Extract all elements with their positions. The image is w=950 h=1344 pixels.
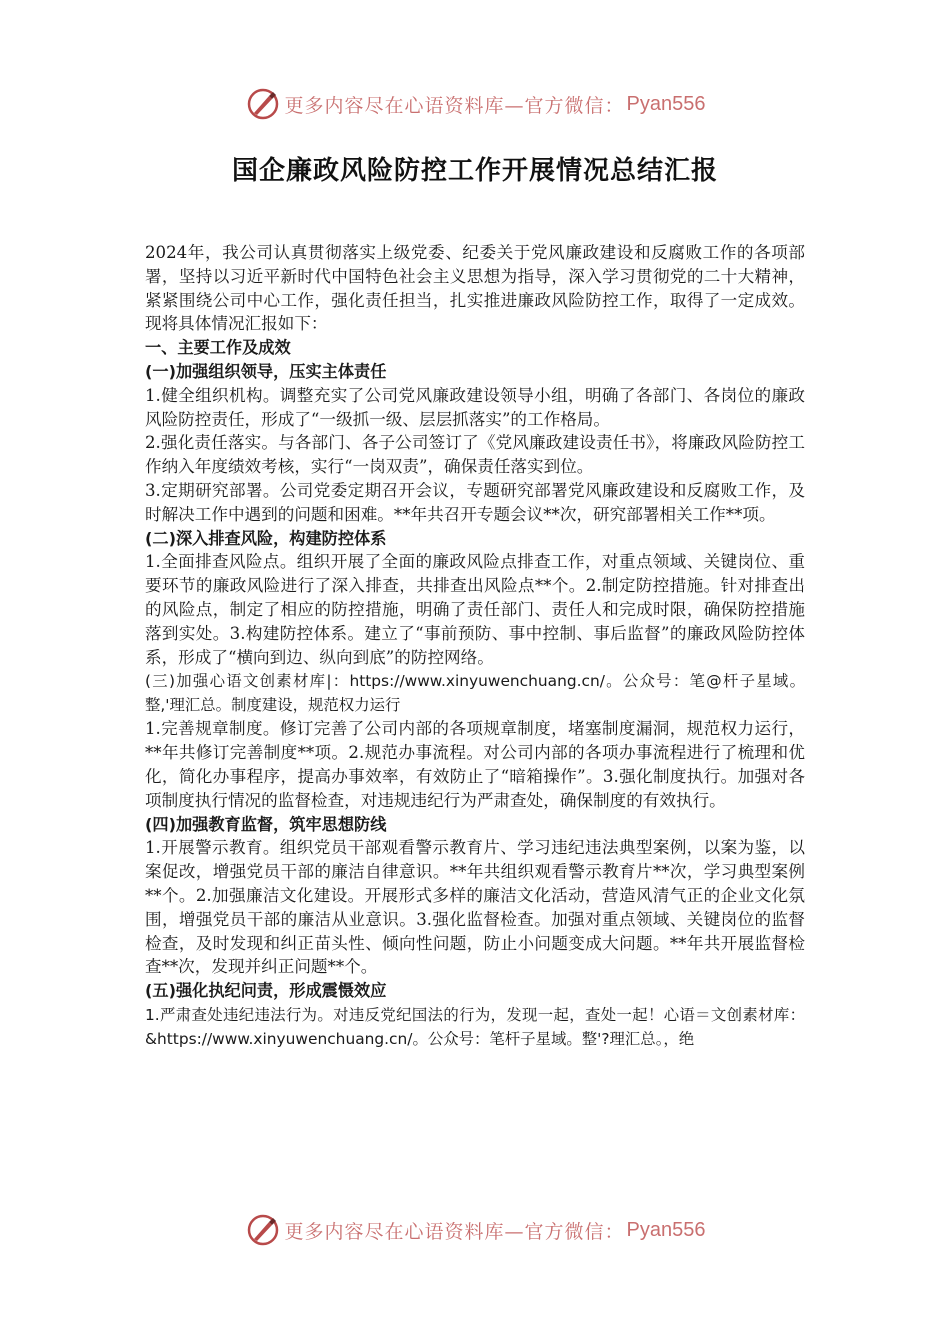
paragraph: 1.健全组织机构。调整充实了公司党风廉政建设领导小组，明确了各部门、各岗位的廉政风险防控责任，形成了“一级抓一级、层层抓落实”的工作格局。 (145, 385, 805, 429)
page-title: 国企廉政风险防控工作开展情况总结汇报 (231, 156, 718, 186)
section-heading: (五)强化执纪问责，形成震慑效应 (145, 981, 387, 1001)
paragraph: 1.开展警示教育。组织党员干部观看警示教育片、学习违纪违法典型案例，以案为鉴，以案促改，增强党员干部的廉洁自律意识。**年共组织观看警示教育片**次，学习典型案例**个。2.加强廉洁文化建设。开展形式多样的廉洁文化活动，营造风清气正的企业文化氛围，增强党员干部的廉洁从业意识。3.强化监督检查。加强对重点领域、关键岗位的监督检查，及时发现和纠正苗头性、倾向性问题，防止小问题变成大问题。**年共开展监督检查**次，发现并纠正问题**个。 (145, 838, 805, 977)
paragraph: 1.全面排查风险点。组织开展了全面的廉政风险点排查工作，对重点领域、关键岗位、重要环节的廉政风险进行了深入排查，共排查出风险点**个。2.制定防控措施。针对排查出的风险点，制定了相应的防控措施，明确了责任部门、责任人和完成时限，确保防控措施落到实处。3.构建防控体系。建立了“事前预防、事中控制、事后监督”的廉政风险防控体系，形成了“横向到边、纵向到底”的防控网络。 (145, 552, 805, 667)
section-heading: (二)深入排查风险，构建防控体系 (145, 528, 387, 548)
paragraph: 2024年，我公司认真贯彻落实上级党委、纪委关于党风廉政建设和反腐败工作的各项部署，坚持以习近平新时代中国特色社会主义思想为指导，深入学习贯彻党的二十大精神，紧紧围绕公司中心工作，强化责任担当，扎实推进廉政风险防控工作，取得了一定成效。现将具体情况汇报如下： (145, 243, 805, 334)
section-heading: (四)加强教育监督，筑牢思想防线 (145, 814, 387, 834)
paragraph: 3.定期研究部署。公司党委定期召开会议，专题研究部署党风廉政建设和反腐败工作，及时解决工作中遇到的问题和困难。**年共召开专题会议**次，研究部署相关工作**项。 (145, 480, 805, 524)
document-body (145, 241, 805, 1051)
banner-wechat-id: Pyan556 (626, 92, 706, 115)
footer-banner (0, 1206, 950, 1254)
section-heading: 一、主要工作及成效 (145, 338, 291, 358)
header-banner (0, 80, 950, 128)
section-heading: (一)加强组织领导，压实主体责任 (145, 361, 387, 381)
pen-nib-logo-icon (245, 86, 281, 122)
banner-text: 更多内容尽在心语资料库—官方微信： (284, 1220, 625, 1243)
paragraph: 1.严肃查处违纪违法行为。对违反党纪国法的行为，发现一起，查处一起！心语＝文创素材库：&https://www.xinyuwenchuang.cn/。公众号：笔杆子星域。整'?理汇总。，绝 (145, 1005, 805, 1048)
banner-text: 更多内容尽在心语资料库—官方微信： (284, 94, 625, 117)
paragraph: 1.完善规章制度。修订完善了公司内部的各项规章制度，堵塞制度漏洞，规范权力运行，**年共修订完善制度**项。2.规范办事流程。对公司内部的各项办事流程进行了梳理和优化，简化办事程序，提高办事效率，有效防止了“暗箱操作”。3.强化制度执行。加强对各项制度执行情况的监督检查，对违规违纪行为严肃查处，确保制度的有效执行。 (145, 719, 805, 810)
paragraph: (三)加强心语文创素材库|：https://www.xinyuwenchuang.cn/。公众号：笔@杆子星域。整,'理汇总。制度建设，规范权力运行 (145, 672, 805, 715)
pen-nib-logo-icon (245, 1212, 281, 1248)
paragraph: 2.强化责任落实。与各部门、各子公司签订了《党风廉政建设责任书》，将廉政风险防控工作纳入年度绩效考核，实行“一岗双责”，确保责任落实到位。 (145, 433, 805, 477)
banner-wechat-id: Pyan556 (626, 1218, 706, 1241)
